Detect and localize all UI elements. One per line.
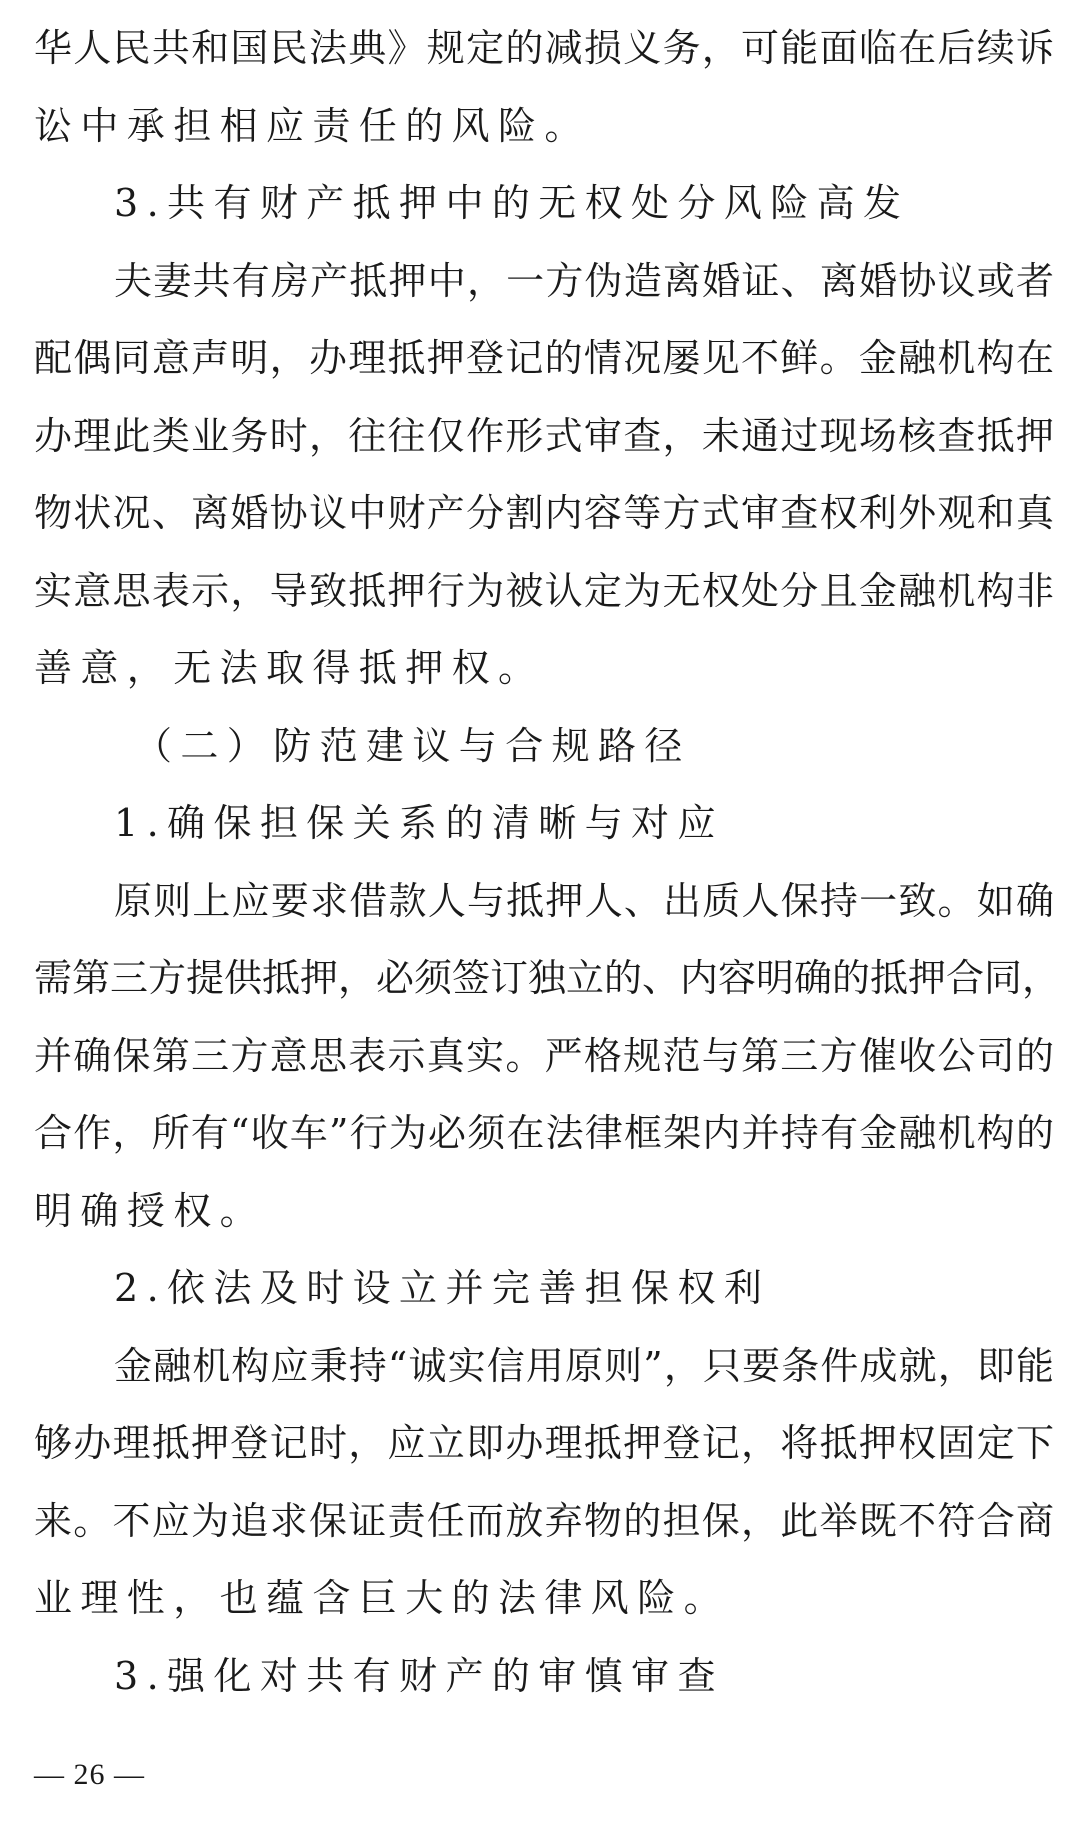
- subsection-heading: 3.共有财产抵押中的无权处分风险高发: [114, 181, 910, 225]
- body-line: 实意思表示，导致抵押行为被认定为无权处分且金融机构非: [34, 568, 1054, 613]
- body-line: 讼中承担相应责任的风险。: [34, 103, 591, 148]
- paragraph-first-line: 夫妻共有房产抵押中，一方伪造离婚证、离婚协议或者: [114, 258, 1054, 303]
- body-line: 明确授权。: [34, 1188, 267, 1233]
- subsection-heading: 2.依法及时设立并完善担保权利: [114, 1266, 771, 1310]
- page-number: — 26 —: [34, 1758, 145, 1791]
- body-line: 物状况、离婚协议中财产分割内容等方式审查权利外观和真: [34, 491, 1054, 535]
- body-line: 并确保第三方意思表示真实。严格规范与第三方催收公司的: [34, 1033, 1054, 1078]
- body-line: 配偶同意声明，办理抵押登记的情况屡见不鲜。金融机构在: [34, 336, 1054, 380]
- body-line: 合作，所有“收车”行为必须在法律框架内并持有金融机构的: [34, 1111, 1054, 1155]
- body-line: 来。不应为追求保证责任而放弃物的担保，此举既不符合商: [34, 1498, 1054, 1543]
- section-heading: （二）防范建议与合规路径: [134, 723, 691, 768]
- document-body: [34, 18, 1061, 1723]
- subsection-heading: 3.强化对共有财产的审慎审查: [114, 1653, 724, 1698]
- paragraph-first-line: 原则上应要求借款人与抵押人、出质人保持一致。如确: [114, 878, 1054, 923]
- body-line: 需第三方提供抵押，必须签订独立的、内容明确的抵押合同，: [34, 956, 1061, 1000]
- body-line: 善意，无法取得抵押权。: [34, 646, 545, 690]
- body-line: 够办理抵押登记时，应立即办理抵押登记，将抵押权固定下: [34, 1421, 1054, 1465]
- body-line: 华人民共和国民法典》规定的减损义务，可能面临在后续诉: [34, 26, 1054, 70]
- paragraph-first-line: 金融机构应秉持“诚实信用原则”，只要条件成就，即能: [114, 1343, 1054, 1388]
- subsection-heading: 1.确保担保关系的清晰与对应: [114, 801, 724, 845]
- body-line: 业理性，也蕴含巨大的法律风险。: [34, 1576, 731, 1620]
- body-line: 办理此类业务时，往往仅作形式审查，未通过现场核查抵押: [34, 413, 1054, 458]
